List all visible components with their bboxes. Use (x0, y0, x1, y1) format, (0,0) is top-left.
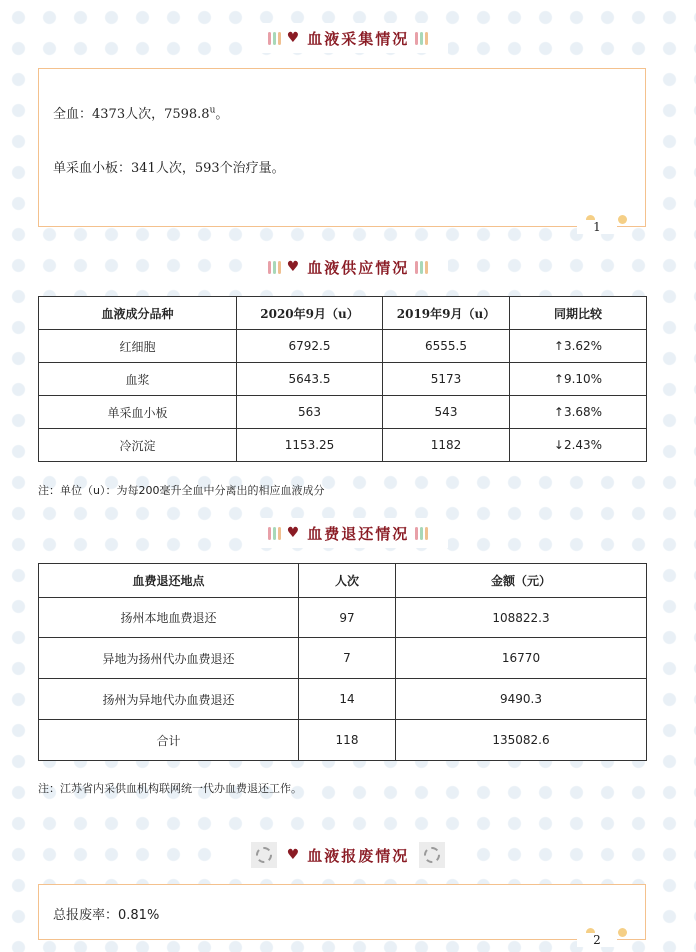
refund-table (38, 563, 647, 761)
section-title: 血液供应情况 (307, 258, 410, 277)
count-cell: 118 (299, 720, 396, 761)
stripe-decoration-left (268, 527, 281, 540)
count-cell: 97 (299, 598, 396, 638)
column-header: 金额（元） (396, 564, 647, 598)
section-title: 血液采集情况 (307, 29, 410, 48)
amount-cell: 108822.3 (396, 598, 647, 638)
stripe-decoration-right (415, 32, 428, 45)
count-cell: 14 (299, 679, 396, 720)
column-header: 同期比较 (510, 297, 647, 330)
stripe-decoration-left (268, 32, 281, 45)
section-header-scrap (0, 840, 696, 870)
value-2019-cell: 1182 (383, 429, 510, 462)
heart-icon: ♥ (286, 847, 300, 863)
table-header-row (39, 564, 647, 598)
stripe-decoration-right (415, 261, 428, 274)
table-row (39, 330, 647, 363)
location-cell: 扬州本地血费退还 (39, 598, 299, 638)
table-row (39, 598, 647, 638)
scrap-rate-line: 总报废率：0.81% (53, 908, 160, 923)
dot-decoration (618, 215, 627, 224)
heart-icon: ♥ (286, 525, 300, 541)
loading-spinner-icon (419, 842, 445, 868)
section-title: 血费退还情况 (307, 524, 410, 543)
heart-icon: ♥ (286, 30, 300, 46)
value-2019-cell: 543 (383, 396, 510, 429)
change-cell: ↓2.43% (510, 429, 647, 462)
column-header: 2020年9月（u） (237, 297, 383, 330)
stripe-decoration-right (415, 527, 428, 540)
value-2019-cell: 5173 (383, 363, 510, 396)
amount-cell: 16770 (396, 638, 647, 679)
change-cell: ↑3.62% (510, 330, 647, 363)
table-row (39, 638, 647, 679)
value-2019-cell: 6555.5 (383, 330, 510, 363)
table-row (39, 679, 647, 720)
component-cell: 冷沉淀 (39, 429, 237, 462)
column-header: 血液成分品种 (39, 297, 237, 330)
table-row (39, 396, 647, 429)
value-2020-cell: 1153.25 (237, 429, 383, 462)
location-cell: 异地为扬州代办血费退还 (39, 638, 299, 679)
section-header-refund (0, 518, 696, 548)
table-header-row (39, 297, 647, 330)
page-number: 1 (577, 220, 617, 234)
location-cell: 扬州为异地代办血费退还 (39, 679, 299, 720)
refund-note: 注：江苏省内采供血机构联网统一代办血费退还工作。 (38, 782, 302, 795)
column-header: 2019年9月（u） (383, 297, 510, 330)
section-title: 血液报废情况 (307, 846, 410, 865)
supply-table (38, 296, 647, 462)
stripe-decoration-left (268, 261, 281, 274)
table-row (39, 363, 647, 396)
column-header: 人次 (299, 564, 396, 598)
collection-box (38, 68, 646, 234)
location-cell: 合计 (39, 720, 299, 761)
value-2020-cell: 563 (237, 396, 383, 429)
page-number: 2 (577, 933, 617, 947)
loading-spinner-icon (251, 842, 277, 868)
amount-cell: 9490.3 (396, 679, 647, 720)
column-header: 血费退还地点 (39, 564, 299, 598)
section-header-collection (0, 23, 696, 53)
change-cell: ↑9.10% (510, 363, 647, 396)
component-cell: 血浆 (39, 363, 237, 396)
platelet-line: 单采血小板：341人次，593个治疗量。 (53, 161, 285, 176)
section-header-supply (0, 252, 696, 282)
value-2020-cell: 5643.5 (237, 363, 383, 396)
supply-note: 注：单位（u）：为每200毫升全血中分离出的相应血液成分 (38, 484, 325, 497)
value-2020-cell: 6792.5 (237, 330, 383, 363)
count-cell: 7 (299, 638, 396, 679)
scrap-box (38, 884, 646, 947)
component-cell: 单采血小板 (39, 396, 237, 429)
whole-blood-line: 全血：4373人次，7598.8$^u$。 (53, 105, 229, 122)
heart-icon: ♥ (286, 259, 300, 275)
table-row (39, 429, 647, 462)
component-cell: 红细胞 (39, 330, 237, 363)
amount-cell: 135082.6 (396, 720, 647, 761)
table-row (39, 720, 647, 761)
dot-decoration (618, 928, 627, 937)
change-cell: ↑3.68% (510, 396, 647, 429)
